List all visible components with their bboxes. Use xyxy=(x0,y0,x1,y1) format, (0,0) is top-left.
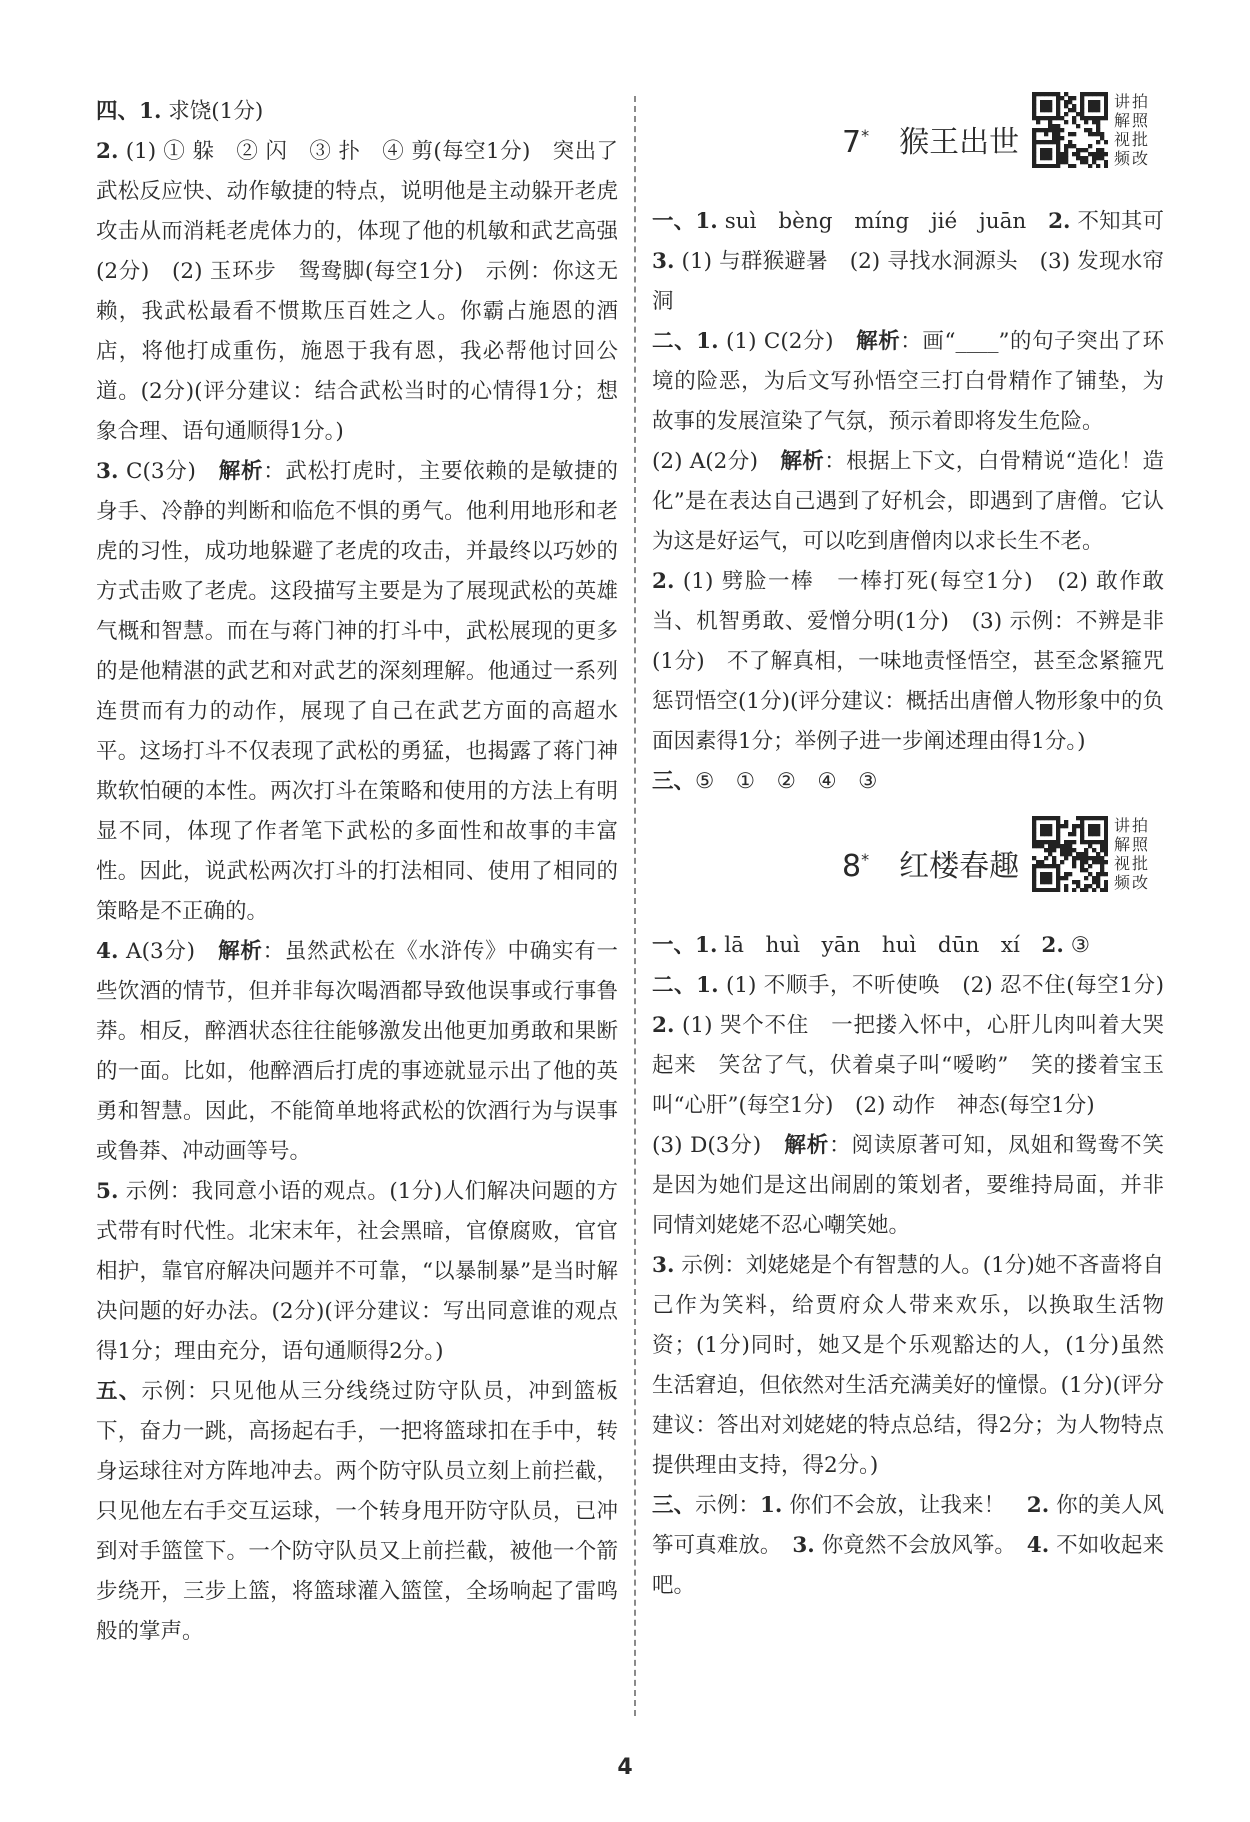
page-number: 4 xyxy=(617,1755,633,1780)
answer-text: ：根据上下文，白骨精说“造化！造化”是在表达自己遇到了好机会，即遇到了唐僧。它认为这是好运气，可以吃到唐僧肉以求长生不老。 xyxy=(652,449,1164,554)
question-label: 2. xyxy=(1048,209,1071,234)
section-8-body xyxy=(652,926,1186,1606)
answer-text: 示例： xyxy=(695,1493,760,1518)
answer-text: ：虽然武松在《水浒传》中确实有一些饮酒的情节，但并非每次喝酒都导致他误事或行事鲁莽。相反，醉酒状态往往能够激发出他更加勇敢和果断的一面。比如，他醉酒后打虎的事迹就显示出了他的英勇和智慧。因此，不能简单地将武松的饮酒行为与误事或鲁莽、冲动画等号。 xyxy=(96,939,618,1164)
answer-paragraph xyxy=(96,1372,618,1652)
section-7-number: 7 xyxy=(842,125,862,160)
answer-paragraph xyxy=(652,1246,1164,1486)
answer-text: ⑤ ① ② ④ ③ xyxy=(695,769,878,794)
answer-text: 你们不会放，让我来！ xyxy=(782,1493,1027,1518)
question-label: 3. xyxy=(792,1533,815,1558)
answer-text: (1) 不顺手，不听使唤 (2) 忍不住(每空1分) xyxy=(718,973,1186,998)
answer-paragraph xyxy=(652,202,1186,322)
question-label: 解析 xyxy=(218,459,264,484)
answer-text: 你的美人风筝可真难放。 xyxy=(652,1493,1164,1558)
question-label: 一、1. xyxy=(652,209,718,234)
answer-paragraph xyxy=(96,452,618,932)
question-label: 二、1. xyxy=(652,329,719,354)
question-label: 4. xyxy=(96,939,119,964)
section-8-number: 8 xyxy=(842,849,862,884)
answer-text: 你竟然不会放风筝。 xyxy=(814,1533,1027,1558)
answer-text: 求饶(1分) xyxy=(161,99,285,124)
answer-text: A(3分) xyxy=(118,939,219,964)
answer-text: ：武松打虎时，主要依赖的是敏捷的身手、冷静的判断和临危不惧的勇气。他利用地形和老虎的习性，成功地躲避了老虎的攻击，并最终以巧妙的方式击败了老虎。这段描写主要是为了展现武松的英雄气概和智慧。而在与蒋门神的打斗中，武松展现的更多的是他精湛的武艺和对武艺的深刻理解。他通过一系列连贯而有力的动作，展现了自己在武艺方面的高超水平。这场打斗不仅表现了武松的勇猛，也揭露了蒋门神欺软怕硬的本性。两次打斗在策略和使用的方法上有明显不同，体现了作者笔下武松的多面性和故事的丰富性。因此，说武松两次打斗的打法相同、使用了相同的策略是不正确的。 xyxy=(96,459,618,924)
answer-paragraph xyxy=(652,762,1164,802)
answer-text: (1) ① 躲 ② 闪 ③ 扑 ④ 剪(每空1分) 突出了武松反应快、动作敏捷的特点，说明他是主动躲开老虎攻击从而消耗老虎体力的，体现了他的机敏和武艺高强(2分) (2) 玉环步 鸳鸯脚(每空1分) 示例：你这无赖，我武松最看不惯欺压百姓之人。你霸占施恩的酒店，将他打成重伤，施恩于我有恩，我必帮他讨回公道。(2分)(评分建议：结合武松当时的心情得1分；想象合理、语句通顺得1分。) xyxy=(96,139,618,444)
qr-side-label: 讲拍解照视批频改 xyxy=(1114,92,1151,168)
answer-text: 不如收起来吧。 xyxy=(652,1533,1164,1598)
qr-code-icon[interactable] xyxy=(1032,92,1108,168)
question-label: 2. xyxy=(652,1013,675,1038)
answer-text: (1) 与群猴避暑 (2) 寻找水洞源头 (3) 发现水帘洞 xyxy=(652,249,1164,314)
answer-paragraph xyxy=(96,132,618,452)
answer-text: ：阅读原著可知，凤姐和鸳鸯不笑是因为她们是这出闹剧的策划者，要维持局面，并非同情刘姥姥不忍心嘲笑她。 xyxy=(652,1133,1164,1238)
answer-text: (2) A(2分) xyxy=(652,449,781,474)
question-label: 3. xyxy=(96,459,119,484)
answer-text: lā huì yān huì dūn xí xyxy=(717,933,1042,958)
answer-paragraph xyxy=(96,932,618,1172)
section-8-header xyxy=(652,816,1164,916)
answer-text: ：画“____”的句子突出了环境的险恶，为后文写孙悟空三打白骨精作了铺垫，为故事的发展渲染了气氛，预示着即将发生危险。 xyxy=(652,329,1164,434)
answer-paragraph xyxy=(96,1172,618,1372)
answer-text: (1) C(2分) xyxy=(718,329,857,354)
question-label: 四、1. xyxy=(96,99,162,124)
question-label: 一、1. xyxy=(652,933,718,958)
section-7-star: * xyxy=(861,126,870,145)
question-label: 2. xyxy=(96,139,119,164)
right-column xyxy=(652,92,1186,1606)
question-label: 2. xyxy=(652,569,675,594)
qr-code-icon[interactable] xyxy=(1032,816,1108,892)
answer-text: 示例：我同意小语的观点。(1分)人们解决问题的方式带有时代性。北宋末年，社会黑暗，官僚腐败，官官相护，靠官府解决问题并不可靠，“以暴制暴”是当时解决问题的好办法。(2分)(评分建议：写出同意谁的观点得1分；理由充分，语句通顺得2分。) xyxy=(96,1179,618,1364)
answer-text: ③ xyxy=(1063,933,1090,958)
question-label: 三、 xyxy=(652,1493,696,1518)
answer-text: suì bèng míng jié juān xyxy=(717,209,1049,234)
section-8-star: * xyxy=(861,850,870,869)
section-7-title-text: 猴王出世 xyxy=(899,125,1020,160)
question-label: 解析 xyxy=(784,1133,830,1158)
question-label: 解析 xyxy=(856,329,901,354)
answer-text: (3) D(3分) xyxy=(652,1133,785,1158)
column-divider xyxy=(634,96,636,1716)
question-label: 2. xyxy=(1026,1493,1050,1518)
answer-paragraph xyxy=(652,1126,1164,1246)
left-column xyxy=(96,92,618,1652)
answer-text: 示例：只见他从三分线绕过防守队员，冲到篮板下，奋力一跳，高扬起右手，一把将篮球扣在手中，转身运球往对方阵地冲去。两个防守队员立刻上前拦截，只见他左右手交互运球，一个转身甩开防守队员，已冲到对手篮筐下。一个防守队员又上前拦截，被他一个箭步绕开，三步上篮，将篮球灌入篮筐，全场响起了雷鸣般的掌声。 xyxy=(96,1379,618,1644)
section-7-body xyxy=(652,202,1186,802)
question-label: 3. xyxy=(652,249,675,274)
answer-paragraph xyxy=(652,1486,1164,1606)
answer-paragraph xyxy=(652,966,1186,1126)
answer-text: 不知其可 xyxy=(1070,209,1186,234)
question-label: 2. xyxy=(1041,933,1064,958)
qr-side-label: 讲拍解照视批频改 xyxy=(1114,816,1151,892)
section-8-title xyxy=(842,840,1019,887)
answer-text: (1) 哭个不住 一把搂入怀中，心肝儿肉叫着大哭起来 笑岔了气，伏着桌子叫“嗳哟” 笑的搂着宝玉叫“心肝”(每空1分) (2) 动作 神态(每空1分) xyxy=(652,1013,1164,1118)
section-8-title-text: 红楼春趣 xyxy=(899,849,1020,884)
question-label: 二、1. xyxy=(652,973,719,998)
section-7-title xyxy=(842,116,1019,163)
question-label: 5. xyxy=(96,1179,119,1204)
question-label: 3. xyxy=(652,1253,675,1278)
question-label: 解析 xyxy=(780,449,825,474)
question-label: 三、 xyxy=(652,769,696,794)
question-label: 4. xyxy=(1026,1533,1050,1558)
question-label: 五、 xyxy=(96,1379,142,1404)
answer-paragraph xyxy=(652,562,1164,762)
section-7-header xyxy=(652,92,1164,192)
question-label: 1. xyxy=(759,1493,783,1518)
answer-paragraph xyxy=(652,442,1164,562)
answer-paragraph xyxy=(96,92,618,132)
answer-text: (1) 劈脸一棒 一棒打死(每空1分) (2) 敢作敢当、机智勇敢、爱憎分明(1分) (3) 示例：不辨是非(1分) 不了解真相，一味地责怪悟空，甚至念紧箍咒惩罚悟空(1分)(评分建议：概括出唐僧人物形象中的负面因素得1分；举例子进一步阐述理由得1分。) xyxy=(652,569,1164,754)
answer-text: C(3分) xyxy=(118,459,219,484)
answer-paragraph xyxy=(652,926,1164,966)
question-label: 解析 xyxy=(218,939,263,964)
answer-paragraph xyxy=(652,322,1164,442)
answer-text: 示例：刘姥姥是个有智慧的人。(1分)她不吝啬将自己作为笑料，给贾府众人带来欢乐，以换取生活物资；(1分)同时，她又是个乐观豁达的人，(1分)虽然生活窘迫，但依然对生活充满美好的憧憬。(1分)(评分建议：答出对刘姥姥的特点总结，得2分；为人物特点提供理由支持，得2分。) xyxy=(652,1253,1164,1478)
